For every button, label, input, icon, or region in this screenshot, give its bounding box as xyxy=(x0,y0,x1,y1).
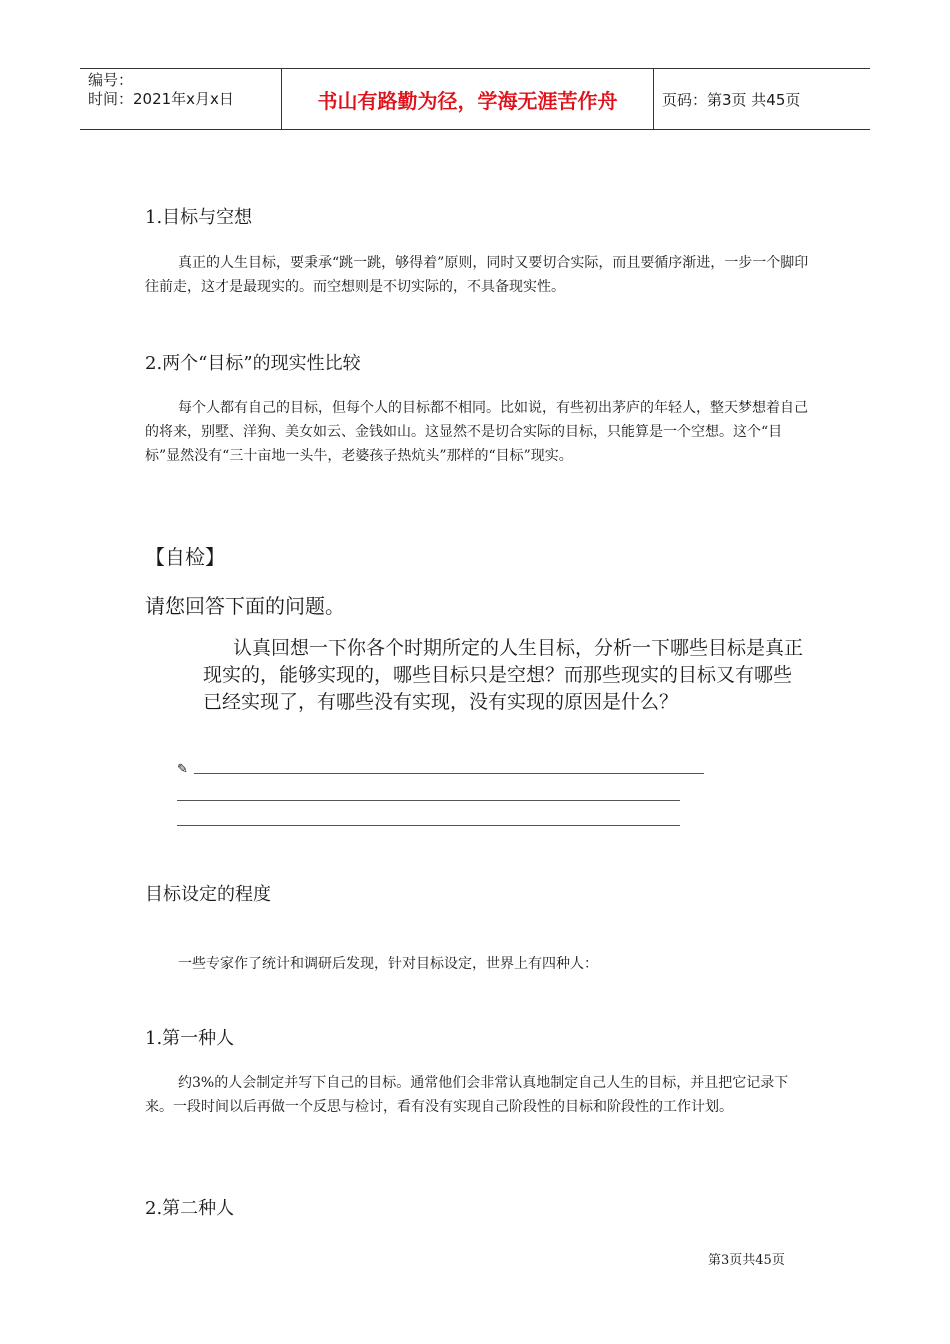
motto: 书山有路勤为径，学海无涯苦作舟 xyxy=(282,69,654,129)
section-1-text: 真正的人生目标，要秉承“跳一跳，够得着”原则，同时又要切合实际，而且要循序渐进，一步一个脚印往前走，这才是最现实的。而空想则是不切实际的，不具备现实性。 xyxy=(145,255,809,295)
header-left-cell xyxy=(80,69,282,129)
answer-line-1[interactable] xyxy=(194,773,704,774)
section-2-text: 每个人都有自己的目标，但每个人的目标都不相同。比如说，有些初出茅庐的年轻人，整天梦想着自己的将来，别墅、洋狗、美女如云、金钱如山。这显然不是切合实际的目标，只能算是一个空想。这个“目标”显然没有“三十亩地一头牛，老婆孩子热炕头”那样的“目标”现实。 xyxy=(145,400,808,464)
pencil-icon: ✎ xyxy=(177,762,188,777)
degree-text: 一些专家作了统计和调研后发现，针对目标设定，世界上有四种人： xyxy=(178,956,598,972)
degree-title: 目标设定的程度 xyxy=(145,884,271,905)
number-label: 编号： xyxy=(88,71,134,89)
ask-text: 请您回答下面的问题。 xyxy=(145,594,345,618)
question-text: 认真回想一下你各个时期所定的人生目标，分析一下哪些目标是真正现实的，能够实现的，哪些目标只是空想？而那些现实的目标又有哪些已经实现了，有哪些没有实现，没有实现的原因是什么？ xyxy=(203,637,804,713)
person-2-title: 2.第二种人 xyxy=(145,1198,235,1219)
person-1-title: 1.第一种人 xyxy=(145,1028,235,1049)
person-1-text: 约3%的人会制定并写下自己的目标。通常他们会非常认真地制定自己人生的目标，并且把它记录下来。一段时间以后再做一个反思与检讨，看有没有实现自己阶段性的目标和阶段性的工作计划。 xyxy=(145,1075,789,1115)
page-label: 页码：第3页 共45页 xyxy=(662,90,801,109)
answer-line-3[interactable] xyxy=(177,825,680,826)
self-check-title: 【自检】 xyxy=(145,545,225,569)
footer-page: 第3页共45页 xyxy=(708,1253,785,1268)
header-table xyxy=(80,68,870,130)
answer-line-2[interactable] xyxy=(177,800,680,801)
section-2-title: 2.两个“目标”的现实性比较 xyxy=(145,353,361,374)
section-1-title: 1.目标与空想 xyxy=(145,207,253,228)
time-label: 时间：2021年x月x日 xyxy=(88,90,234,108)
